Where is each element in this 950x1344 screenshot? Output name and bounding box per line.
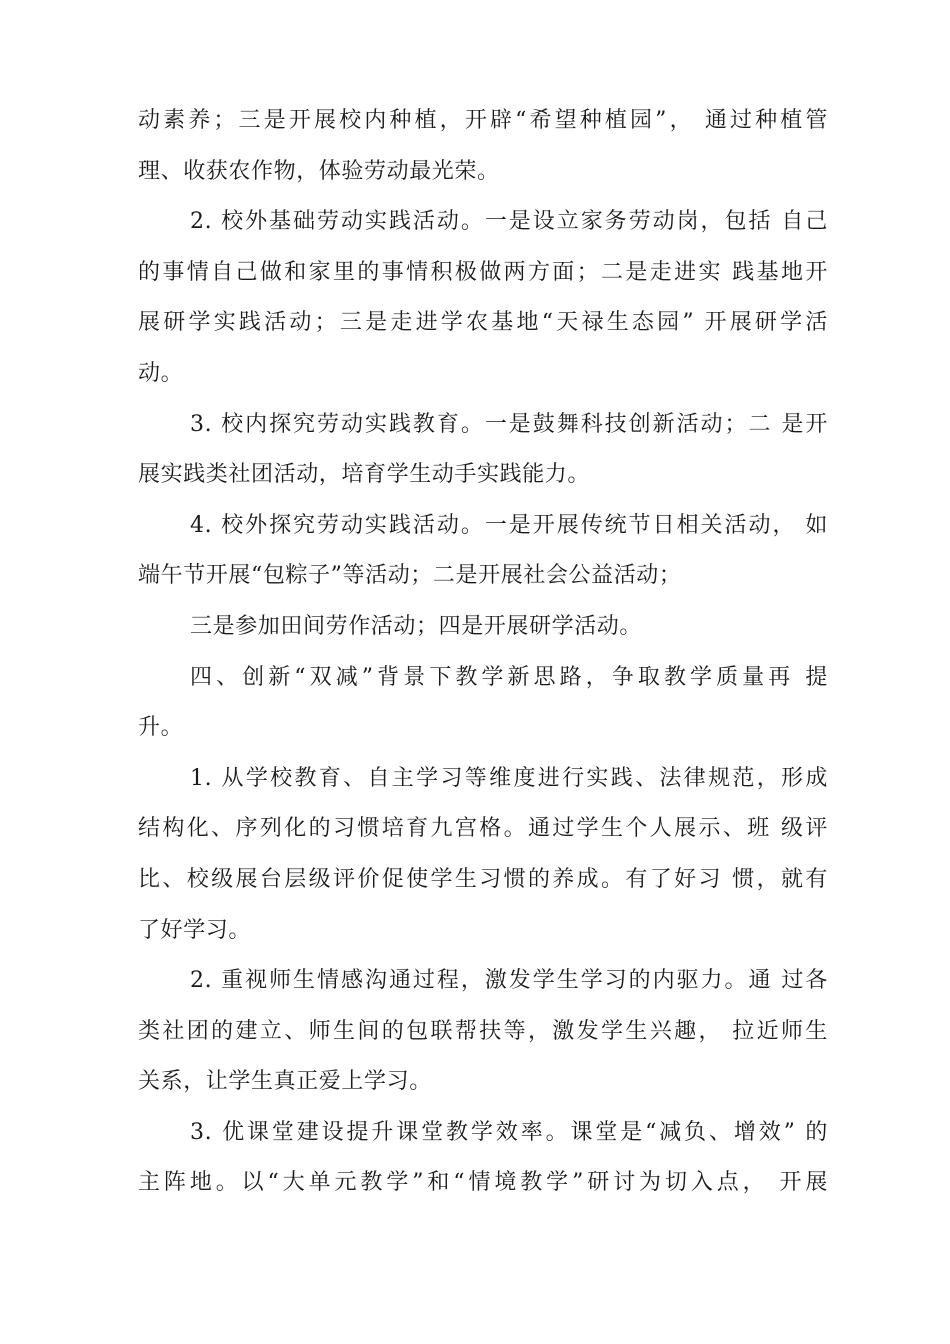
text-line: 端午节开展“包粽子”等活动；二是开展社会公益活动； [138, 563, 682, 589]
text-line: 结构化、序列化的习惯培育九宫格。通过学生个人展示、班 级评 [138, 816, 828, 842]
text-line: 的事情自己做和家里的事情积极做两方面；二是走进实 践基地开 [138, 259, 828, 285]
text-line: 理、收获农作物，体验劳动最光荣。 [138, 158, 500, 184]
text-line: 1. 从学校教育、自主学习等维度进行实践、法律规范，形成 [190, 765, 828, 791]
text-line: 类社团的建立、师生间的包联帮扶等，激发学生兴趣， 拉近师生 [138, 1018, 828, 1044]
text-line: 关系，让学生真正爱上学习。 [138, 1069, 432, 1095]
text-line: 动素养；三是开展校内种植，开辟“希望种植园”， 通过种植管 [138, 108, 828, 133]
text-line: 展实践类社团活动，培育学生动手实践能力。 [138, 462, 591, 488]
text-line: 比、校级展台层级评价促使学生习惯的养成。有了好习 惯，就有 [138, 866, 828, 892]
text-line: 3. 优课堂建设提升课堂教学效率。课堂是“减负、增效” 的 [190, 1119, 828, 1145]
document-body [138, 96, 828, 1209]
text-line: 展研学实践活动；三是走进学农基地“天禄生态园” 开展研学活 [138, 310, 828, 336]
text-line: 动。 [138, 360, 184, 386]
text-line: 4. 校外探究劳动实践活动。一是开展传统节日相关活动， 如 [190, 512, 828, 538]
text-line: 2. 校外基础劳动实践活动。一是设立家务劳动岗，包括 自己 [190, 209, 828, 235]
text-line: 升。 [138, 715, 184, 741]
text-line: 四、创新“双减”背景下教学新思路，争取教学质量再 提 [190, 664, 828, 690]
text-line: 2. 重视师生情感沟通过程，激发学生学习的内驱力。通 过各 [190, 968, 828, 994]
text-line: 3. 校内探究劳动实践教育。一是鼓舞科技创新活动；二 是开 [190, 411, 828, 437]
text-line: 三是参加田间劳作活动；四是开展研学活动。 [190, 613, 643, 639]
text-line: 主阵地。以“大单元教学”和“情境教学”研讨为切入点， 开展 [138, 1170, 828, 1196]
text-line: 了好学习。 [138, 917, 252, 943]
